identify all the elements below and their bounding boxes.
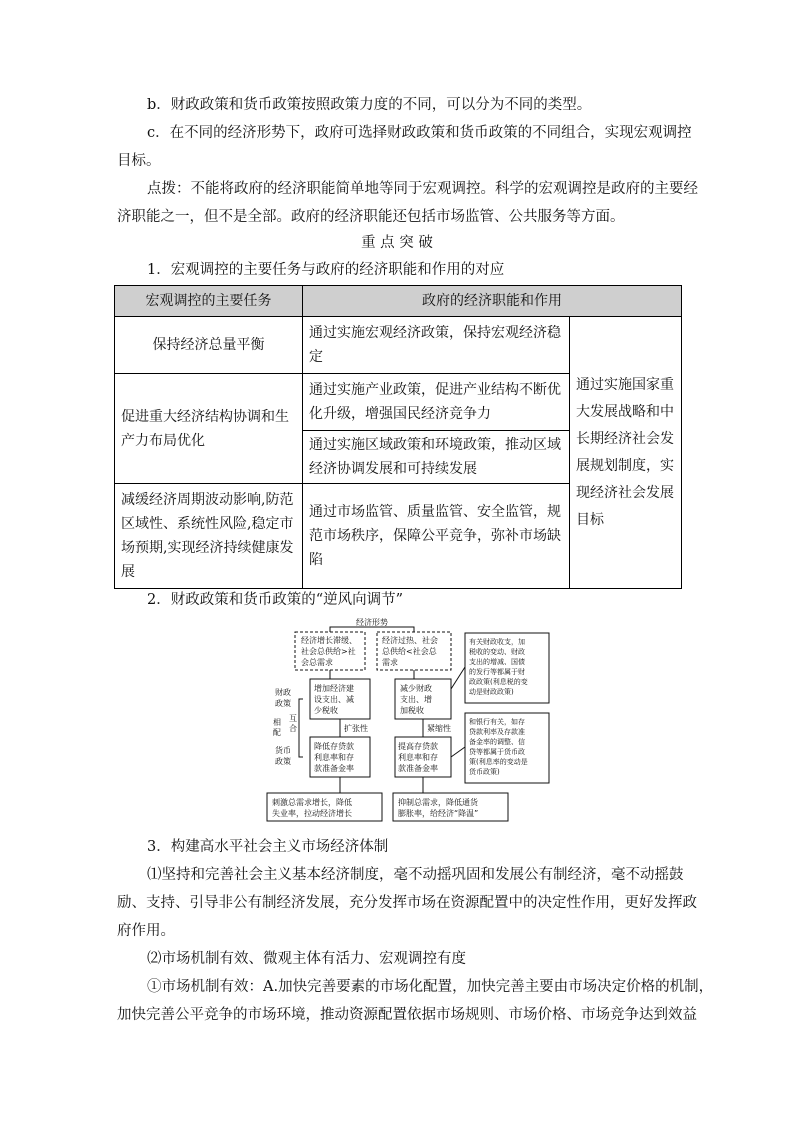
text-con-fiscal-1: 减少财政: [400, 684, 432, 693]
policy-diagram: [255, 617, 555, 822]
table-cell-task-3: 减缓经济周期波动影响,防范区域性、系统性风险,稳定市场预期,实现经济持续健康发展: [115, 484, 303, 589]
result-restrain-1: 抑制总需求，降低通货: [398, 798, 478, 807]
paragraph-c-line2: 目标。: [117, 153, 161, 169]
text-exp-monetary-2: 利息率和存: [314, 753, 354, 762]
point-1-line3: 府作用。: [117, 923, 175, 939]
result-stimulate-1: 刺激总需求增长，降低: [272, 798, 352, 807]
note-monetary-5: 策(利息率的变动是: [469, 758, 528, 766]
table-cell-task-1: 保持经济总量平衡: [115, 317, 303, 374]
table-cell-function-2b: 通过实施区域政策和环境政策，推动区域经济协调发展和可持续发展: [303, 431, 570, 484]
text-exp-monetary-3: 款准备金率: [314, 764, 354, 773]
tasks-functions-table: [114, 285, 682, 589]
label-overheat-1: 经济过热、社会: [382, 636, 438, 645]
paragraph-b: b．财政政策和货币政策按照政策力度的不同，可以分为不同的类型。: [147, 97, 592, 113]
point-1-line1: ⑴坚持和完善社会主义基本经济制度，毫不动摇巩固和发展公有制经济，毫不动摇鼓: [147, 867, 684, 883]
table-cell-common-function: 通过实施国家重大发展战略和中长期经济社会发展规划制度，实现经济社会发展目标: [570, 317, 682, 589]
label-slow-growth-1: 经济增长滞缓、: [301, 636, 357, 645]
result-restrain-2: 膨胀率，给经济“降温”: [398, 809, 479, 818]
text-con-monetary-3: 款准备金率: [398, 764, 438, 773]
note-monetary-4: 贷等都属于货币政: [469, 748, 525, 756]
subheading-2: 2．财政政策和货币政策的“逆风向调节”: [147, 592, 404, 608]
table-cell-function-1: 通过实施宏观经济政策，保持宏观经济稳定: [303, 317, 570, 374]
text-exp-monetary-1: 降低存贷款: [314, 742, 354, 751]
text-con-monetary-1: 提高存贷款: [398, 742, 438, 751]
tip-line2: 济职能之一，但不是全部。政府的经济职能还包括市场监管、公共服务等方面。: [117, 209, 625, 225]
point-1-line2: 励、支持、引导非公有制经济发展，充分发挥市场在资源配置中的决定性作用，更好发挥政: [117, 895, 697, 911]
text-con-monetary-2: 利息率和存: [398, 753, 438, 762]
label-slow-growth-3: 会总需求: [301, 658, 333, 667]
note-fiscal-5: 政政策(利息税的变: [469, 678, 528, 686]
section-heading: 重 点 突 破: [361, 235, 433, 251]
note-monetary-6: 货币政策): [469, 768, 500, 776]
text-exp-fiscal-2: 设支出、减: [314, 695, 354, 704]
tip-line1: 点拨：不能将政府的经济职能简单地等同于宏观调控。科学的宏观调控是政府的主要经: [147, 181, 698, 197]
table-header-functions: 政府的经济职能和作用: [303, 286, 682, 317]
label-monetary-2: 政策: [275, 757, 291, 766]
label-mutual-2: 配: [273, 728, 281, 737]
result-stimulate-2: 失业率，拉动经济增长: [272, 809, 352, 818]
label-overheat-2: 总供给<社会总: [382, 647, 437, 656]
label-fiscal-2: 政策: [275, 699, 291, 708]
note-fiscal-2: 税收的变动、财政: [469, 648, 525, 656]
table-cell-function-3: 通过市场监管、质量监管、安全监管，规范市场秩序，保障公平竞争，弥补市场缺陷: [303, 484, 570, 589]
label-mutual-1: 相: [273, 718, 281, 727]
table-cell-task-2: 促进重大经济结构协调和生产力布局优化: [115, 374, 303, 484]
note-monetary-1: 和银行有关，如存: [469, 718, 525, 726]
label-overheat-3: 需求: [382, 658, 398, 667]
table-header-tasks: 宏观调控的主要任务: [115, 286, 303, 317]
text-exp-fiscal-1: 增加经济建: [314, 684, 354, 693]
label-mutual-3: 互: [289, 714, 297, 723]
note-monetary-2: 贷款利率及存款准: [469, 728, 525, 736]
label-contractionary: 紧缩性: [427, 724, 451, 733]
diagram-title: 经济形势: [356, 618, 388, 627]
subheading-3: 3．构建高水平社会主义市场经济体制: [147, 839, 389, 855]
note-fiscal-4: 的发行等都属于财: [469, 668, 525, 676]
subheading-1: 1．宏观调控的主要任务与政府的经济职能和作用的对应: [147, 262, 505, 278]
paragraph-c-line1: c．在不同的经济形势下，政府可选择财政政策和货币政策的不同组合，实现宏观调控: [147, 125, 692, 141]
point-3-line2: 加快完善公平竞争的市场环境，推动资源配置依据市场规则、市场价格、市场竞争达到效益: [117, 1007, 697, 1023]
note-fiscal-3: 支出的增减、国债: [469, 658, 525, 666]
point-2: ⑵市场机制有效、微观主体有活力、宏观调控有度: [147, 951, 466, 967]
label-expansionary: 扩张性: [344, 724, 368, 733]
text-con-fiscal-2: 支出、增: [400, 695, 432, 704]
text-con-fiscal-3: 加税收: [400, 706, 424, 715]
label-fiscal-1: 财政: [275, 688, 291, 697]
label-monetary-1: 货币: [275, 746, 291, 755]
text-exp-fiscal-3: 少税收: [314, 706, 338, 715]
note-monetary-3: 备金率的调整、信: [469, 738, 525, 746]
table-cell-function-2a: 通过实施产业政策，促进产业结构不断优化升级，增强国民经济竞争力: [303, 374, 570, 431]
point-3-line1: ①市场机制有效：A.加快完善要素的市场化配置，加快完善主要由市场决定价格的机制，: [147, 979, 714, 995]
note-fiscal-6: 动是财政政策): [469, 688, 514, 696]
label-mutual-4: 合: [289, 724, 297, 733]
label-slow-growth-2: 社会总供给>社: [301, 647, 356, 656]
note-fiscal-1: 有关财政收支，加: [469, 638, 525, 646]
